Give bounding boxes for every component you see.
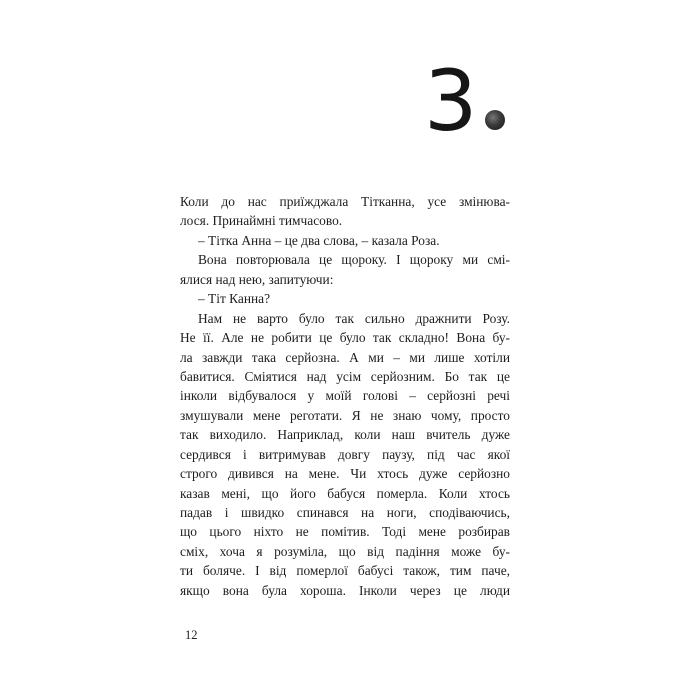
- chapter-ornament-icon: [485, 110, 505, 130]
- chapter-number: 3: [424, 52, 477, 150]
- text-line: Вона повторювала це щороку. І щороку ми смі-: [198, 252, 510, 268]
- text-line: що цього ніхто не помітив. Тоді мене розбирав: [180, 524, 510, 540]
- text-line: бавитися. Сміятися над усім серйозним. Бо так це: [180, 368, 510, 384]
- text-line: ла завжди така серйозна. А ми – ми лише хотіли: [180, 349, 510, 365]
- text-line: сміх, хоча я розуміла, що від падіння може бу-: [180, 543, 510, 559]
- text-line: ти боляче. І від померлої бабусі також, тим паче,: [180, 563, 510, 579]
- text-line: сердився і витримував довгу паузу, під час якої: [180, 446, 510, 462]
- text-line: змушували мене реготати. Я не знаю чому, просто: [180, 407, 510, 423]
- text-line: ялися над нею, запитуючи:: [180, 271, 334, 287]
- text-line: Не її. Але не робити це було так складно! Вона бу-: [180, 330, 510, 346]
- text-line: Коли до нас приїжджала Тітканна, усе змінюва-: [180, 194, 510, 209]
- text-line: – Тітка Анна – це два слова, – казала Роза.: [198, 232, 440, 248]
- text-line: так виходило. Наприклад, коли наш вчитель дуже: [180, 427, 510, 443]
- text-line: строго дивився на мене. Чи хтось дуже серйозно: [180, 466, 510, 482]
- text-line: лося. Принаймні тимчасово.: [180, 213, 343, 229]
- body-text: [180, 192, 510, 600]
- text-line: якщо вона була хороша. Інколи через це люди: [180, 582, 510, 598]
- chapter-heading: [424, 52, 505, 150]
- text-line: Нам не варто було так сильно дражнити Розу.: [198, 310, 510, 326]
- text-line: – Тіт Канна?: [198, 291, 271, 307]
- text-line: інколи відбувалося у моїй голові – серйозні речі: [180, 388, 510, 404]
- text-line: падав і швидко спинався на ноги, сподіваючись,: [180, 505, 510, 520]
- text-line: казав мені, що його бабуся померла. Коли хтось: [180, 485, 510, 501]
- page-number: 12: [185, 628, 198, 642]
